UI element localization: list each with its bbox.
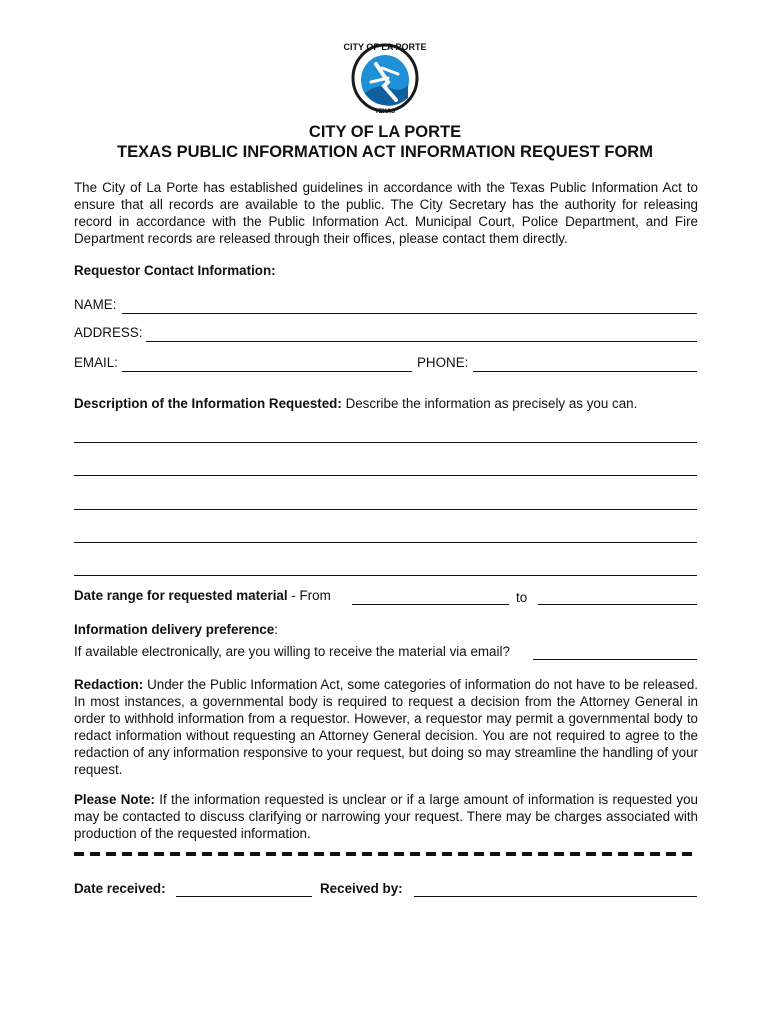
description-line-5[interactable] [74,575,697,576]
note-label: Please Note: [74,792,155,807]
note-text: If the information requested is unclear or if a large amount of information is requested you may be contacted to discuss clarifying or narrowing your request. There may be charges associated with production of the requested information. [74,792,698,841]
description-line-4[interactable] [74,542,697,543]
date-range-row [74,588,331,604]
delivery-colon: : [274,622,278,637]
phone-label: PHONE: [417,355,469,370]
email-field[interactable] [122,371,412,372]
phone-field[interactable] [473,371,697,372]
received-by-field[interactable] [414,896,697,897]
contact-heading: Requestor Contact Information: [74,263,276,278]
description-label: Description of the Information Requested: [74,396,342,411]
date-received-field[interactable] [176,896,312,897]
city-seal-logo [338,38,432,116]
name-field[interactable] [122,313,697,314]
received-by-label: Received by: [320,881,403,896]
form-subtitle: TEXAS PUBLIC INFORMATION ACT INFORMATION REQUEST FORM [117,143,653,161]
email-label: EMAIL: [74,355,118,370]
date-from-field[interactable] [352,604,509,605]
description-line-2[interactable] [74,475,697,476]
description-instruction: Describe the information as precisely as you can. [345,396,638,411]
svg-text:TEXAS: TEXAS [374,109,396,115]
address-field[interactable] [146,341,697,342]
date-received-label: Date received: [74,881,166,896]
delivery-question: If available electronically, are you willing to receive the material via email? [74,644,510,659]
delivery-answer-field[interactable] [533,659,697,660]
redaction-label: Redaction: [74,677,144,692]
description-line-1[interactable] [74,442,697,443]
page-title: CITY OF LA PORTE [308,123,462,141]
delivery-heading [74,622,278,638]
description-row [74,396,637,412]
svg-text:CITY OF LA PORTE: CITY OF LA PORTE [343,42,427,52]
date-to-field[interactable] [538,604,697,605]
date-range-from: - From [287,588,331,603]
description-line-3[interactable] [74,509,697,510]
note-paragraph [74,791,698,842]
delivery-label: Information delivery preference [74,622,275,637]
date-range-label: Date range for requested material [74,588,288,603]
name-label: NAME: [74,297,117,312]
intro-paragraph: The City of La Porte has established guidelines in accordance with the Texas Public Information Act to ensure that all records are available to the public. The City Secretary has the authority for releasing record in accordance with the Public Information Act. Municipal Court, Police Department, and Fire Department records are released through their offices, please contact them directly. [74,180,698,246]
date-range-to: to [516,590,528,605]
dashed-divider [74,852,694,856]
redaction-text: Under the Public Information Act, some categories of information do not have to be released. In most instances, a governmental body is required to request a decision from the Attorney General in order to withhold information from a requestor. However, a requestor may permit a governmental body to redact information without requesting an Attorney General decision. You are not required to agree to the redaction of any information responsive to your request, but doing so may streamline the handling of your request. [74,677,698,777]
redaction-paragraph [74,676,698,778]
address-label: ADDRESS: [74,325,143,340]
